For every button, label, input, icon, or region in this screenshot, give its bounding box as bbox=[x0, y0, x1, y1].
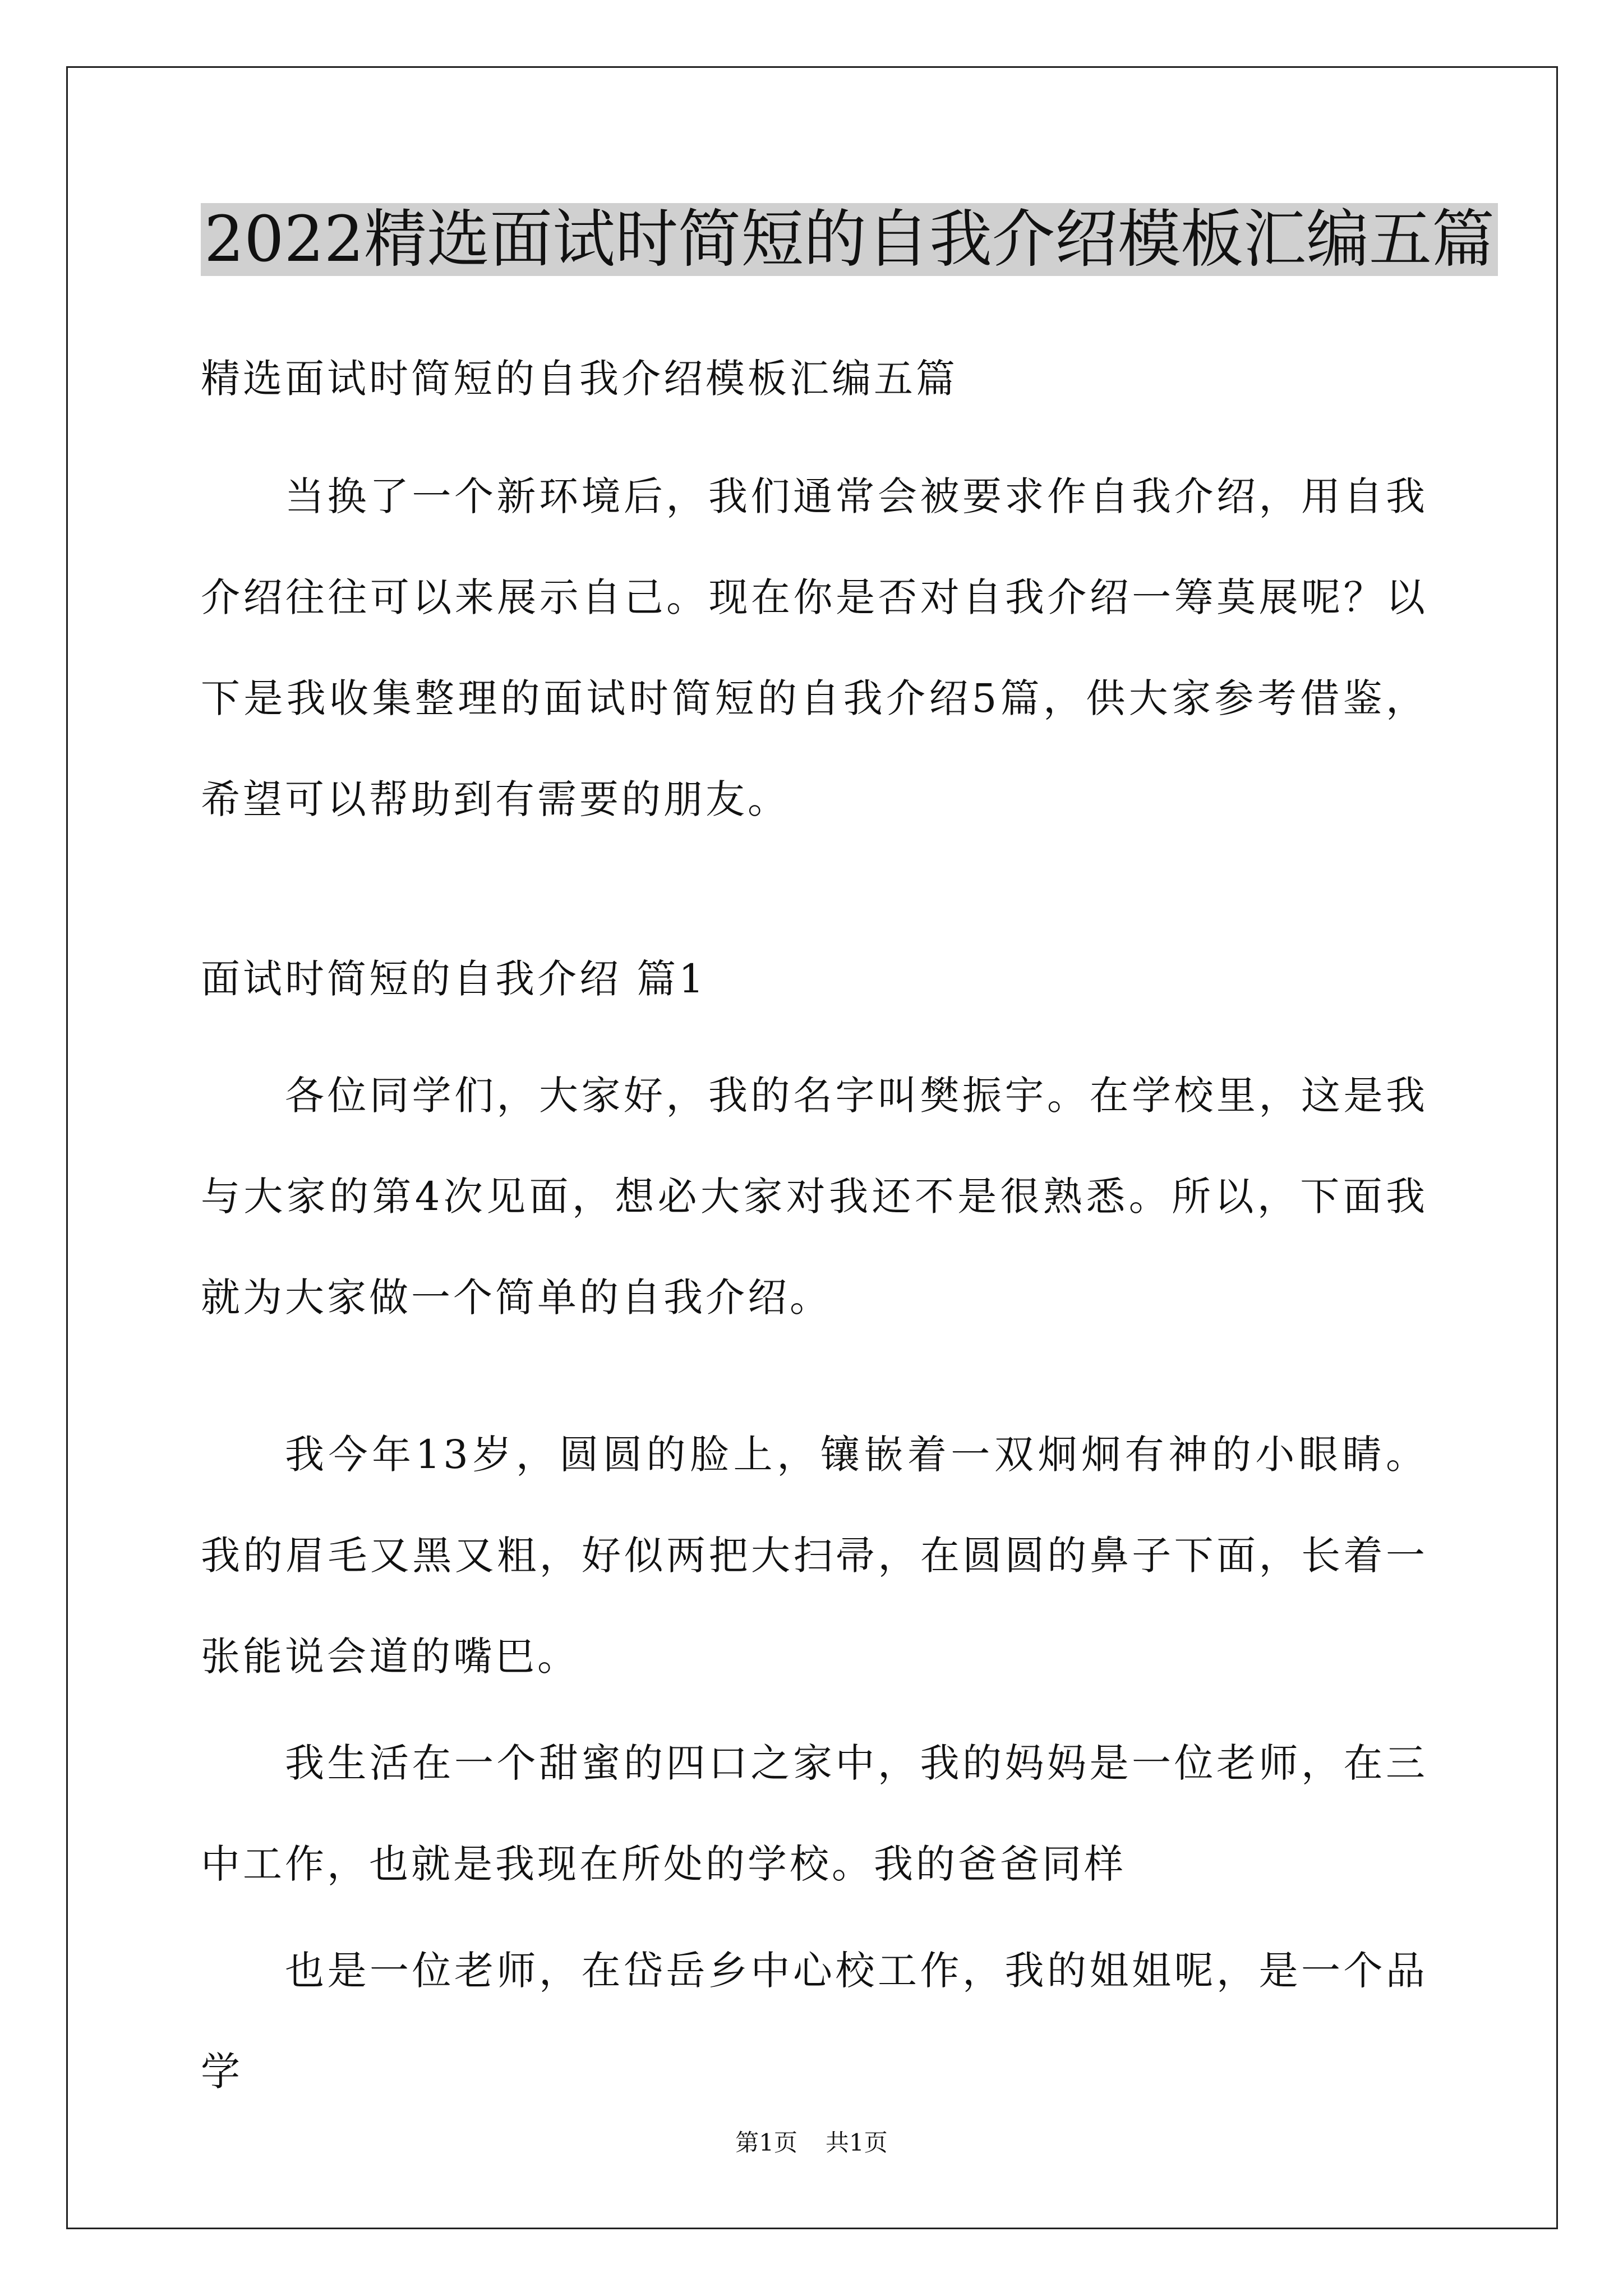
body-paragraph: 我今年13岁，圆圆的脸上，镶嵌着一双炯炯有神的小眼睛。我的眉毛又黑又粗，好似两把大扫帚，在圆圆的鼻子下面，长着一张能说会道的嘴巴。 bbox=[201, 1432, 1428, 1680]
body-paragraph: 各位同学们，大家好，我的名字叫樊振宇。在学校里，这是我与大家的第4次见面，想必大家对我还不是很熟悉。所以，下面我就为大家做一个简单的自我介绍。 bbox=[201, 1073, 1428, 1320]
section-heading: 面试时简短的自我介绍 篇1 bbox=[201, 956, 707, 1002]
body-paragraph: 我生活在一个甜蜜的四口之家中，我的妈妈是一位老师，在三中工作，也就是我现在所处的学校。我的爸爸同样 bbox=[201, 1740, 1428, 1887]
document-subtitle: 精选面试时简短的自我介绍模板汇编五篇 bbox=[201, 356, 958, 402]
page-number: 第1页 bbox=[735, 2129, 797, 2156]
intro-paragraph: 当换了一个新环境后，我们通常会被要求作自我介绍，用自我介绍往往可以来展示自己。现在你是否对自我介绍一筹莫展呢？以下是我收集整理的面试时简短的自我介绍5篇，供大家参考借鉴，希望可以帮助到有需要的朋友。 bbox=[201, 473, 1428, 822]
page-footer bbox=[0, 2126, 1623, 2160]
document-title-text: 2022精选面试时简短的自我介绍模板汇编五篇 bbox=[201, 203, 1498, 276]
body-paragraph: 也是一位老师，在岱岳乡中心校工作，我的姐姐呢，是一个品学 bbox=[201, 1948, 1428, 2095]
page-total: 共1页 bbox=[826, 2129, 888, 2156]
document-title bbox=[201, 197, 1495, 282]
